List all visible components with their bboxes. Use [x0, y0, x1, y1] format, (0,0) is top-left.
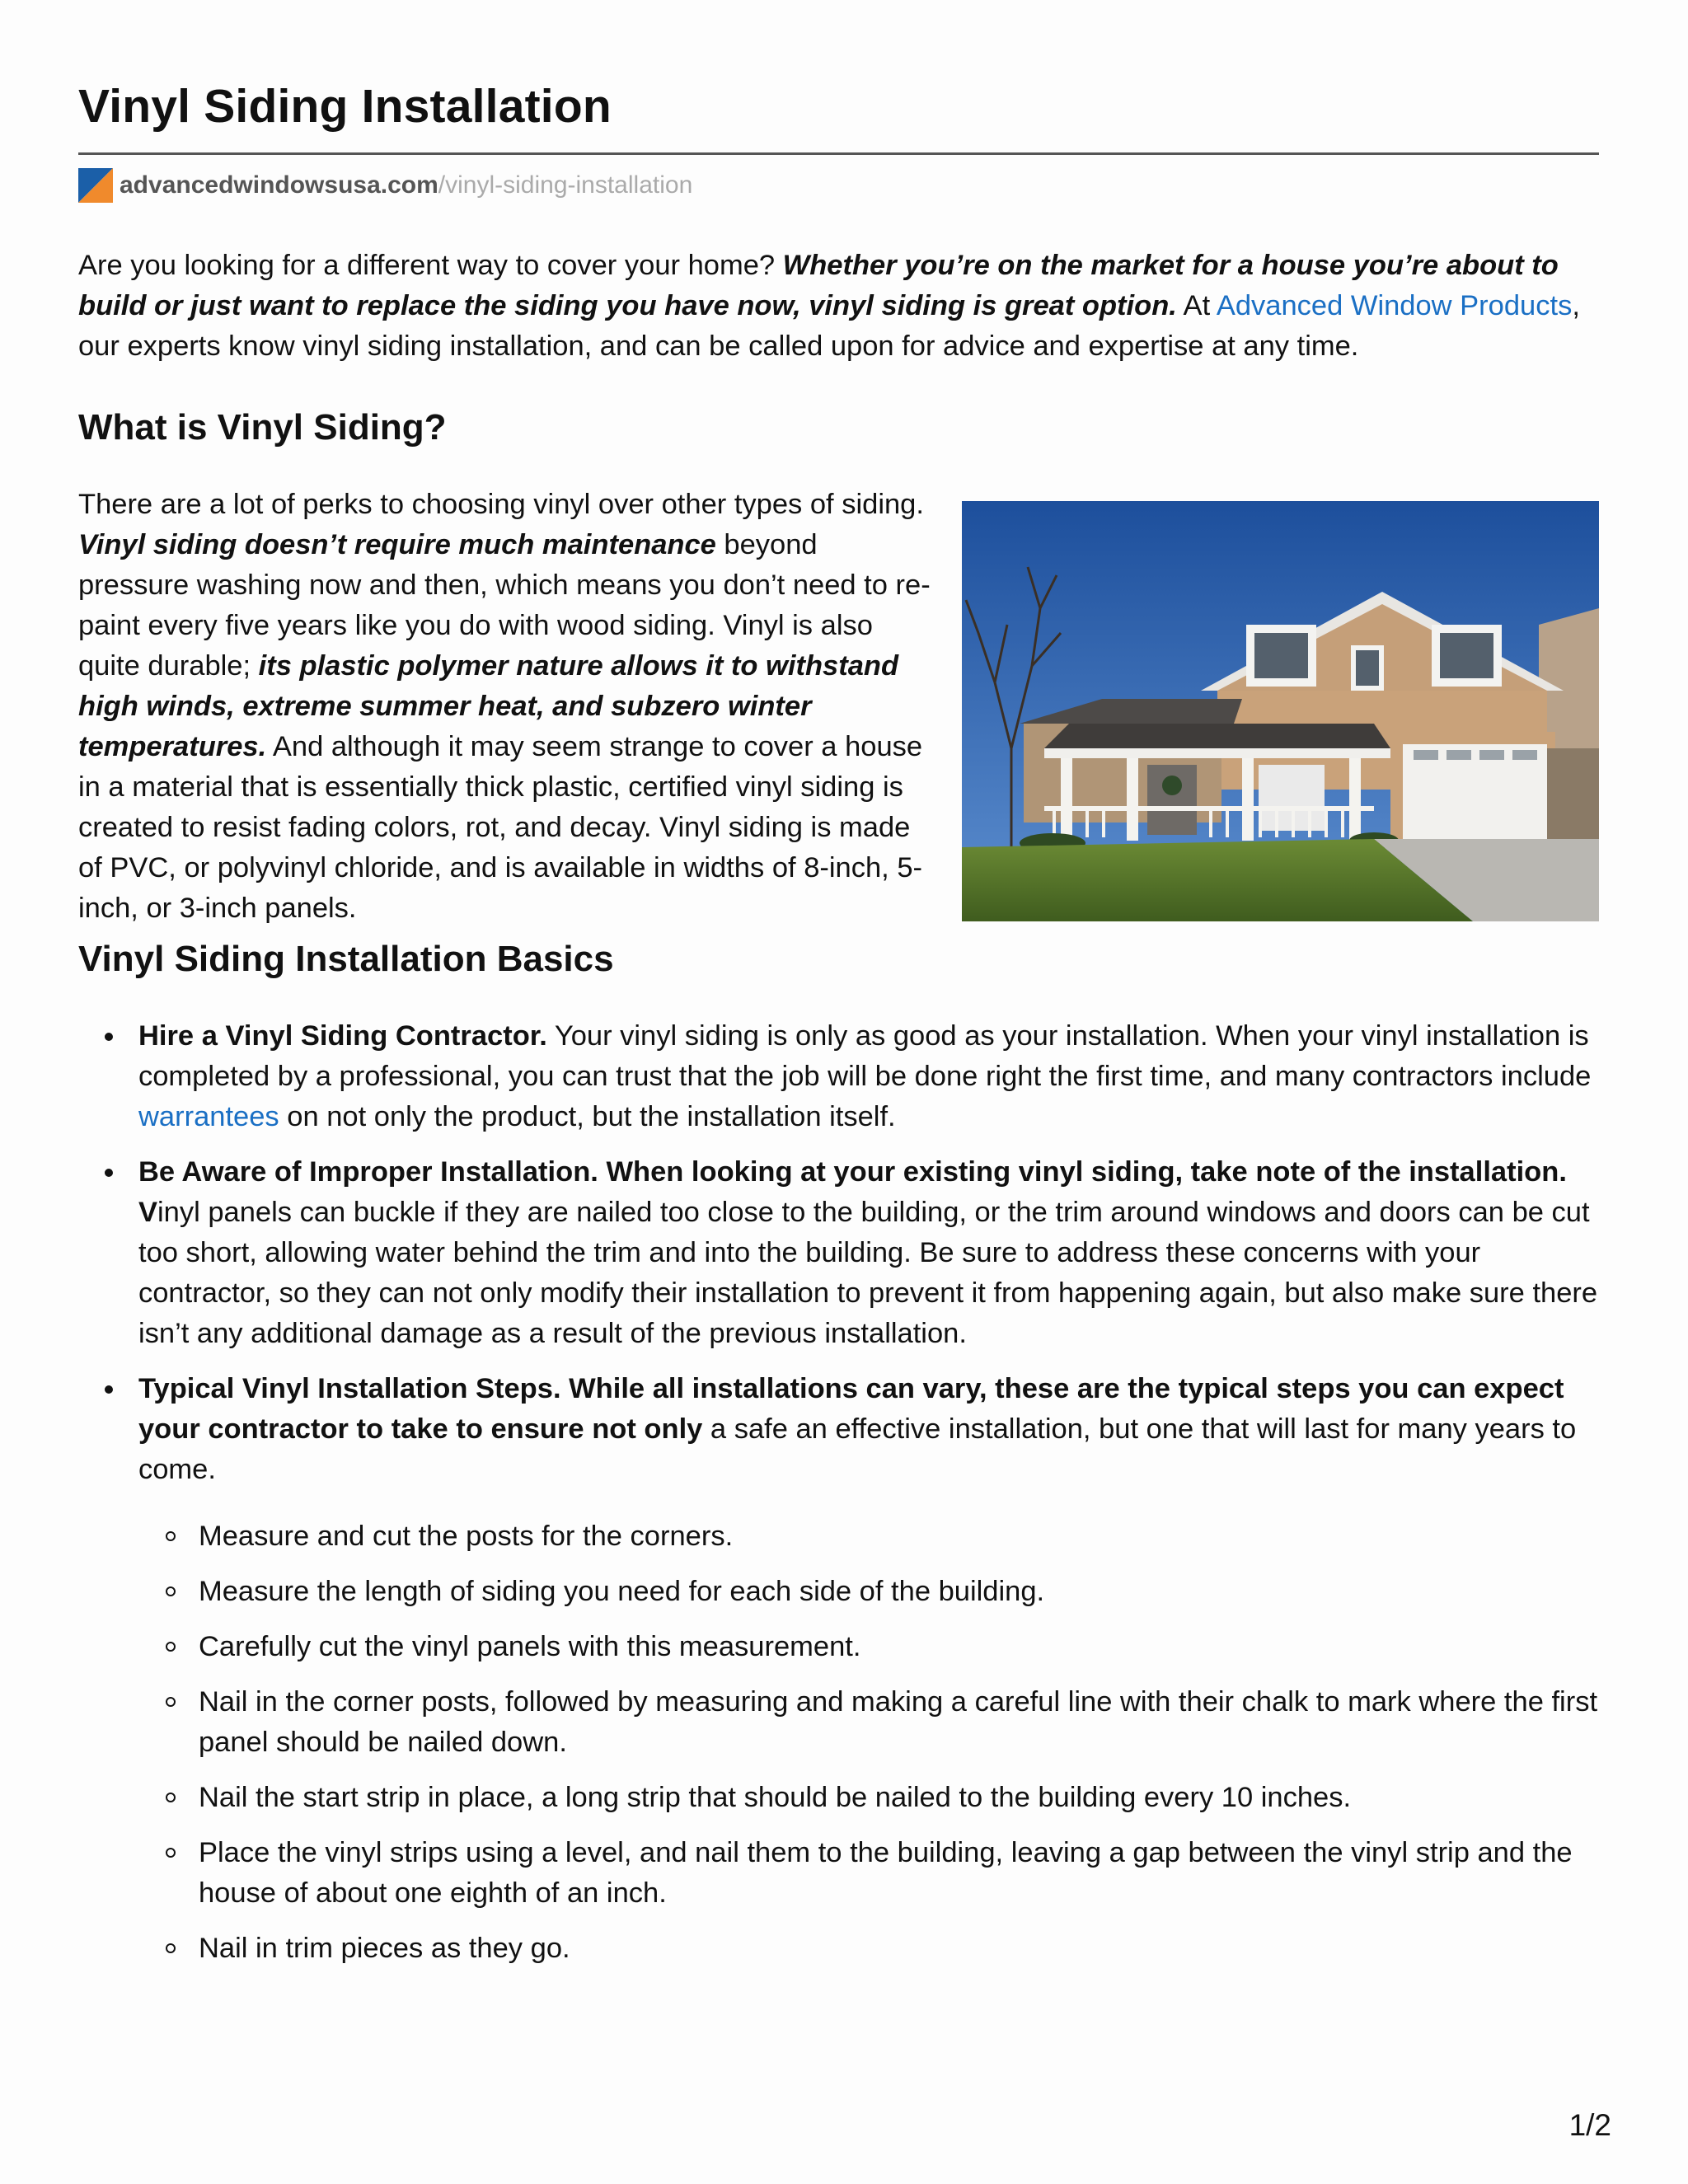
list-item: Measure and cut the posts for the corners. — [138, 1516, 1599, 1557]
list-item: Nail in trim pieces as they go. — [138, 1929, 1599, 1969]
section-what-is-vinyl — [78, 485, 1599, 925]
source-domain[interactable]: advancedwindowsusa.com — [120, 171, 438, 199]
house-photo — [962, 501, 1599, 921]
site-logo-icon — [78, 168, 113, 203]
list-item: Nail the start strip in place, a long strip that should be nailed to the building every 10 inches. — [138, 1778, 1599, 1818]
article — [78, 78, 1599, 1984]
section-heading-what-is: What is Vinyl Siding? — [78, 407, 447, 448]
advanced-window-products-link[interactable]: Advanced Window Products — [1216, 290, 1573, 322]
installation-steps-list — [138, 1516, 1599, 1969]
warrantees-link[interactable]: warrantees — [138, 1100, 279, 1132]
list-item: Place the vinyl strips using a level, and nail them to the building, leaving a gap between the vinyl strip and the house of about one eighth of an inch. — [138, 1833, 1599, 1914]
section-heading-basics: Vinyl Siding Installation Basics — [78, 939, 614, 980]
list-item: Be Aware of Improper Installation. When looking at your existing vinyl siding, take note of the installation. Vinyl panels can buckle if they are nailed too close to the building, or the trim around windows and doors can be cut too short, allowing water behind the trim and into the building. Be sure to address these concerns with your contractor, so they can not only modify their installation to prevent it from happening again, but also make sure there isn’t any additional damage as a result of the previous installation. — [78, 1152, 1599, 1354]
vinyl-description-paragraph: There are a lot of perks to choosing vinyl over other types of siding. Vinyl siding doesn’t require much maintenance beyond pressure washing now and then, which means you don’t need to re-paint every five years like you do with wood siding. Vinyl is also quite durable; its plastic polymer nature allows it to withstand high winds, extreme summer heat, and subzero winter temperatures. And although it may seem strange to cover a house in a material that is essentially thick plastic, certified vinyl siding is created to resist fading colors, rot, and decay. Vinyl siding is made of PVC, or polyvinyl chloride, and is available in widths of 8-inch, 5-inch, or 3-inch panels. — [78, 489, 931, 925]
page-number: 1/2 — [1568, 2108, 1611, 2142]
list-item: Carefully cut the vinyl panels with this measurement. — [138, 1627, 1599, 1667]
list-item: Hire a Vinyl Siding Contractor. Your vinyl siding is only as good as your installation. When your vinyl installation is completed by a professional, you can trust that the job will be done right the first time, and many contractors include warrantees on not only the product, but the installation itself. — [78, 1016, 1599, 1137]
source-line — [78, 166, 1599, 204]
page-title: Vinyl Siding Installation — [78, 80, 612, 133]
list-item: Typical Vinyl Installation Steps. While all installations can vary, these are the typical steps you can expect your contractor to take to ensure not only a safe an effective installation, but one that will last for many years to come. Measure and cut the posts for the corners. Measure the length of siding you need for each side of the building. Carefully cut the vinyl panels with this measurement. Nail in the corner posts, followed by measuring and making a careful line with their chalk to mark where the first panel should be nailed down. Nail the start strip in place, a long strip that should be nailed to the building every 10 inches. Place the vinyl strips using a level, and nail them to the building, leaving a gap between the vinyl strip and the house of about one eighth of an inch. Nail in trim pieces as they go. — [78, 1369, 1599, 1969]
source-path[interactable]: /vinyl-siding-installation — [438, 171, 693, 199]
intro-paragraph: Are you looking for a different way to cover your home? Whether you’re on the market for a house you’re about to build or just want to replace the siding you have now, vinyl siding is great option. At Advanced Window Products, our experts know vinyl siding installation, and can be called upon for advice and expertise at any time. — [78, 250, 1580, 363]
list-item: Measure the length of siding you need for each side of the building. — [138, 1572, 1599, 1612]
list-item: Nail in the corner posts, followed by measuring and making a careful line with their chalk to mark where the first panel should be nailed down. — [138, 1682, 1599, 1763]
title-divider — [78, 152, 1599, 155]
installation-tips-list — [78, 1016, 1599, 1969]
